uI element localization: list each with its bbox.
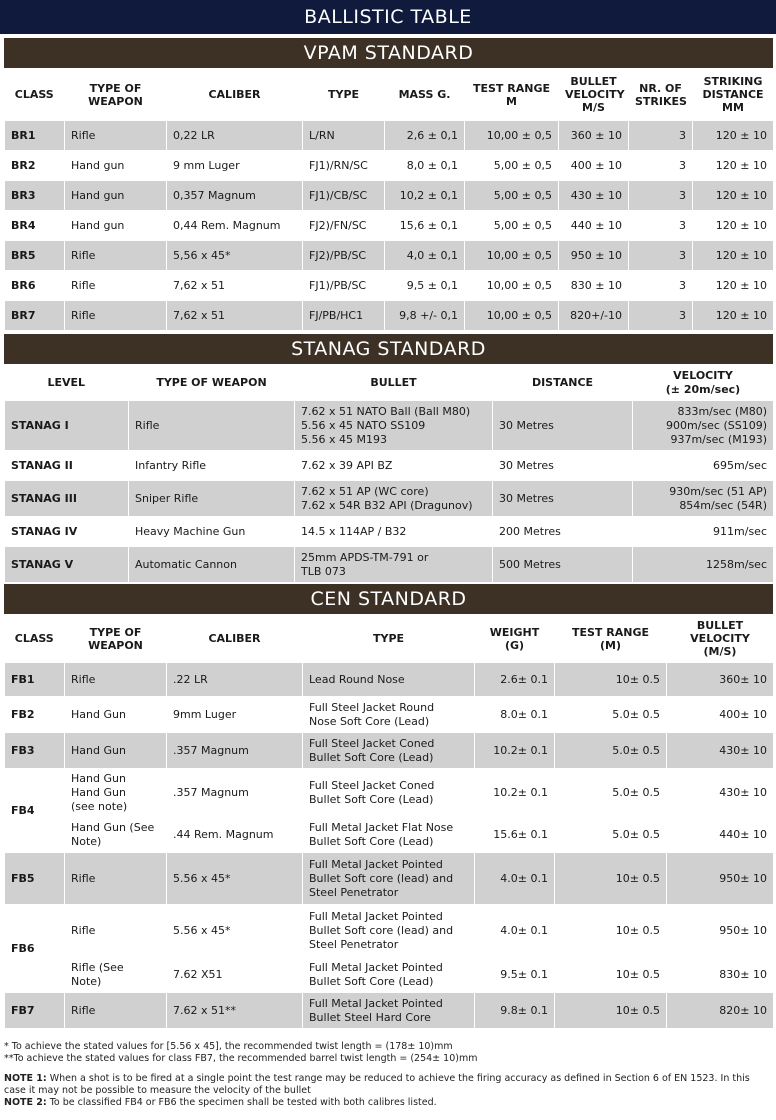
stanag-col-weapon: TYPE OF WEAPON <box>129 365 295 401</box>
stanag-cell-weapon: Heavy Machine Gun <box>129 517 295 547</box>
cen-row <box>5 663 774 697</box>
stanag-bullet-line: 7.62 x 51 NATO Ball (Ball M80) <box>301 404 471 418</box>
vpam-cell-type: FJ/PB/HC1 <box>303 301 385 331</box>
cen-type-line: Bullet Steel Hard Core <box>309 1010 431 1024</box>
vpam-cell-type: FJ1)/CB/SC <box>303 181 385 211</box>
cen-cell-weapon <box>65 697 167 733</box>
vpam-col-range: TEST RANGE M <box>465 69 559 121</box>
cen-row <box>5 769 774 817</box>
stanag-col-level: LEVEL <box>5 365 129 401</box>
vpam-col-caliber: CALIBER <box>167 69 303 121</box>
cen-cell-weight: 9.5± 0.1 <box>475 957 555 993</box>
cen-cell-weapon <box>65 663 167 697</box>
vpam-cell-velocity: 400 ± 10 <box>559 151 629 181</box>
vpam-cell-class: BR6 <box>5 271 65 301</box>
cen-row <box>5 957 774 993</box>
cen-cell-type <box>303 769 475 817</box>
vpam-cell-distance: 120 ± 10 <box>693 151 774 181</box>
stanag-col-velocity <box>633 365 774 401</box>
cen-type-line: Full Metal Jacket Pointed <box>309 996 443 1010</box>
cen-cell-caliber: .357 Magnum <box>167 769 303 817</box>
vpam-cell-strikes: 3 <box>629 271 693 301</box>
cen-cell-velocity: 440± 10 <box>667 817 774 853</box>
vpam-cell-caliber: 7,62 x 51 <box>167 271 303 301</box>
note-2 <box>4 1097 773 1109</box>
cen-cell-weight: 9.8± 0.1 <box>475 993 555 1029</box>
cen-row <box>5 817 774 853</box>
vpam-rows <box>5 121 774 331</box>
vpam-cell-range: 10,00 ± 0,5 <box>465 271 559 301</box>
cen-weapon-line: Rifle <box>71 923 96 937</box>
vpam-cell-weapon: Rifle <box>65 121 167 151</box>
vpam-cell-caliber: 0,44 Rem. Magnum <box>167 211 303 241</box>
cen-cell-weight: 10.2± 0.1 <box>475 769 555 817</box>
cen-cell-range: 10± 0.5 <box>555 993 667 1029</box>
cen-cell-type <box>303 905 475 957</box>
stanag-row <box>5 401 774 451</box>
cen-type-line: Bullet Soft Core (Lead) <box>309 974 434 988</box>
vpam-cell-range: 5,00 ± 0,5 <box>465 181 559 211</box>
vpam-cell-class: BR2 <box>5 151 65 181</box>
cen-type-line: Bullet Soft Core (Lead) <box>309 834 434 848</box>
cen-cell-class: FB1 <box>5 663 65 697</box>
cen-cell-class: FB6 <box>5 905 65 993</box>
stanag-cell-bullet <box>295 547 493 583</box>
vpam-col-weapon: TYPE OF WEAPON <box>65 69 167 121</box>
vpam-cell-distance: 120 ± 10 <box>693 181 774 211</box>
cen-type-line: Steel Penetrator <box>309 885 399 899</box>
cen-weapon-line: Rifle <box>71 871 96 885</box>
cen-row <box>5 853 774 905</box>
stanag-cell-level: STANAG I <box>5 401 129 451</box>
stanag-bullet-line: 7.62 x 54R B32 API (Dragunov) <box>301 498 473 512</box>
stanag-cell-level: STANAG II <box>5 451 129 481</box>
cen-cell-type <box>303 697 475 733</box>
stanag-velocity-line: 930m/sec (51 AP) <box>669 484 767 498</box>
cen-cell-caliber: .44 Rem. Magnum <box>167 817 303 853</box>
vpam-cell-type: FJ1)/PB/SC <box>303 271 385 301</box>
cen-cell-caliber: 9mm Luger <box>167 697 303 733</box>
cen-col-velocity: BULLET VELOCITY (M/S) <box>667 615 774 663</box>
vpam-cell-distance: 120 ± 10 <box>693 211 774 241</box>
stanag-table <box>4 364 774 583</box>
cen-type-line: Lead Round Nose <box>309 672 405 686</box>
footnote-twist-fb7: **To achieve the stated values for class FB7, the recommended barrel twist length = (254± 10)mm <box>4 1053 478 1064</box>
stanag-heading: STANAG STANDARD <box>4 334 773 364</box>
cen-cell-range: 5.0± 0.5 <box>555 697 667 733</box>
cen-type-line: Bullet Soft core (lead) and <box>309 871 454 885</box>
stanag-velocity-line: 833m/sec (M80) <box>677 404 767 418</box>
cen-heading: CEN STANDARD <box>4 584 773 614</box>
stanag-velocity-line: 911m/sec <box>713 524 767 538</box>
stanag-cell-distance: 30 Metres <box>493 481 633 517</box>
vpam-row <box>5 271 774 301</box>
vpam-cell-caliber: 7,62 x 51 <box>167 301 303 331</box>
stanag-cell-level: STANAG IV <box>5 517 129 547</box>
stanag-cell-weapon: Infantry Rifle <box>129 451 295 481</box>
note-1-text: When a shot is to be fired at a single point the test range may be reduced to achieve the firing accuracy as defined in Section 6 of EN 1523. In this case it may not be possible to measure the velocity of the bullet <box>4 1073 750 1096</box>
cen-cell-class: FB7 <box>5 993 65 1029</box>
cen-type-line: Steel Penetrator <box>309 937 399 951</box>
cen-col-weapon: TYPE OF WEAPON <box>65 615 167 663</box>
stanag-velocity-line: 1258m/sec <box>706 557 767 571</box>
page-title: BALLISTIC TABLE <box>0 0 776 34</box>
cen-cell-weapon <box>65 733 167 769</box>
cen-type-line: Full Metal Jacket Pointed <box>309 909 443 923</box>
vpam-cell-strikes: 3 <box>629 211 693 241</box>
cen-cell-type <box>303 817 475 853</box>
vpam-row <box>5 181 774 211</box>
vpam-cell-range: 5,00 ± 0,5 <box>465 151 559 181</box>
vpam-cell-mass: 8,0 ± 0,1 <box>385 151 465 181</box>
cen-rows <box>5 663 774 1029</box>
cen-weapon-line: Rifle <box>71 1003 96 1017</box>
cen-cell-range: 5.0± 0.5 <box>555 817 667 853</box>
cen-weapon-line: Note) <box>71 834 102 848</box>
stanag-bullet-line: 7.62 x 39 API BZ <box>301 458 393 472</box>
footnote-twist-556: * To achieve the stated values for [5.56 x 45], the recommended twist length = (178± 10)mm <box>4 1041 453 1052</box>
cen-cell-caliber: .357 Magnum <box>167 733 303 769</box>
vpam-cell-mass: 4,0 ± 0,1 <box>385 241 465 271</box>
vpam-cell-distance: 120 ± 10 <box>693 301 774 331</box>
cen-cell-weapon <box>65 853 167 905</box>
cen-cell-caliber: 5.56 x 45* <box>167 853 303 905</box>
cen-table <box>4 614 774 1029</box>
cen-row <box>5 733 774 769</box>
vpam-cell-range: 10,00 ± 0,5 <box>465 121 559 151</box>
cen-cell-velocity: 400± 10 <box>667 697 774 733</box>
stanag-row <box>5 517 774 547</box>
stanag-cell-velocity <box>633 517 774 547</box>
vpam-row <box>5 301 774 331</box>
vpam-col-strikes: NR. OF STRIKES <box>629 69 693 121</box>
vpam-cell-caliber: 9 mm Luger <box>167 151 303 181</box>
cen-weapon-line: Rifle <box>71 672 96 686</box>
cen-cell-range: 5.0± 0.5 <box>555 769 667 817</box>
vpam-cell-class: BR7 <box>5 301 65 331</box>
vpam-col-distance: STRIKING DISTANCE MM <box>693 69 774 121</box>
cen-type-line: Full Steel Jacket Coned <box>309 736 435 750</box>
stanag-cell-level: STANAG III <box>5 481 129 517</box>
cen-cell-class: FB2 <box>5 697 65 733</box>
vpam-cell-caliber: 0,357 Magnum <box>167 181 303 211</box>
cen-cell-range: 10± 0.5 <box>555 853 667 905</box>
vpam-cell-velocity: 830 ± 10 <box>559 271 629 301</box>
cen-cell-velocity: 820± 10 <box>667 993 774 1029</box>
cen-type-line: Full Metal Jacket Pointed <box>309 857 443 871</box>
vpam-row <box>5 121 774 151</box>
vpam-col-velocity: BULLET VELOCITY M/S <box>559 69 629 121</box>
cen-row <box>5 993 774 1029</box>
stanag-cell-velocity <box>633 547 774 583</box>
cen-col-class: CLASS <box>5 615 65 663</box>
vpam-cell-class: BR5 <box>5 241 65 271</box>
vpam-cell-weapon: Rifle <box>65 271 167 301</box>
cen-cell-velocity: 430± 10 <box>667 733 774 769</box>
vpam-cell-strikes: 3 <box>629 241 693 271</box>
vpam-cell-mass: 9,5 ± 0,1 <box>385 271 465 301</box>
cen-cell-type <box>303 993 475 1029</box>
cen-type-line: Bullet Soft Core (Lead) <box>309 792 434 806</box>
note-1 <box>4 1073 773 1097</box>
stanag-cell-distance: 30 Metres <box>493 401 633 451</box>
vpam-col-mass: MASS G. <box>385 69 465 121</box>
vpam-cell-caliber: 5,56 x 45* <box>167 241 303 271</box>
stanag-velocity-line: 695m/sec <box>713 458 767 472</box>
cen-type-line: Full Steel Jacket Coned <box>309 778 435 792</box>
stanag-bullet-line: 7.62 x 51 AP (WC core) <box>301 484 429 498</box>
cen-cell-caliber: 5.56 x 45* <box>167 905 303 957</box>
vpam-cell-weapon: Hand gun <box>65 151 167 181</box>
cen-cell-weight: 2.6± 0.1 <box>475 663 555 697</box>
stanag-velocity-line: 854m/sec (54R) <box>679 498 767 512</box>
vpam-cell-weapon: Rifle <box>65 241 167 271</box>
vpam-cell-type: L/RN <box>303 121 385 151</box>
cen-cell-caliber: 7.62 x 51** <box>167 993 303 1029</box>
stanag-cell-bullet <box>295 481 493 517</box>
cen-cell-caliber: .22 LR <box>167 663 303 697</box>
cen-cell-velocity: 430± 10 <box>667 769 774 817</box>
vpam-cell-class: BR3 <box>5 181 65 211</box>
cen-weapon-line: (see note) <box>71 799 128 813</box>
vpam-cell-weapon: Hand gun <box>65 181 167 211</box>
vpam-cell-distance: 120 ± 10 <box>693 121 774 151</box>
cen-cell-type <box>303 957 475 993</box>
vpam-cell-weapon: Rifle <box>65 301 167 331</box>
stanag-cell-bullet <box>295 451 493 481</box>
cen-cell-range: 10± 0.5 <box>555 957 667 993</box>
vpam-cell-velocity: 820+/-10 <box>559 301 629 331</box>
cen-cell-weapon <box>65 957 167 993</box>
vpam-cell-velocity: 950 ± 10 <box>559 241 629 271</box>
vpam-table <box>4 68 774 331</box>
stanag-velocity-tolerance: (± 20m/sec) <box>665 382 741 396</box>
vpam-col-class: CLASS <box>5 69 65 121</box>
cen-weapon-line: Hand Gun <box>71 707 126 721</box>
cen-weapon-line: Hand Gun <box>71 743 126 757</box>
vpam-col-type: TYPE <box>303 69 385 121</box>
stanag-cell-weapon: Rifle <box>129 401 295 451</box>
stanag-col-bullet: BULLET <box>295 365 493 401</box>
cen-row <box>5 697 774 733</box>
vpam-cell-type: FJ2)/PB/SC <box>303 241 385 271</box>
note-2-text: To be classified FB4 or FB6 the specimen shall be tested with both calibres listed. <box>46 1097 437 1108</box>
stanag-cell-velocity <box>633 481 774 517</box>
stanag-cell-weapon: Sniper Rifle <box>129 481 295 517</box>
cen-cell-weight: 8.0± 0.1 <box>475 697 555 733</box>
cen-type-line: Full Steel Jacket Round <box>309 700 435 714</box>
cen-cell-class: FB3 <box>5 733 65 769</box>
vpam-cell-strikes: 3 <box>629 151 693 181</box>
stanag-cell-level: STANAG V <box>5 547 129 583</box>
cen-cell-class: FB5 <box>5 853 65 905</box>
vpam-cell-mass: 9,8 +/- 0,1 <box>385 301 465 331</box>
vpam-cell-distance: 120 ± 10 <box>693 271 774 301</box>
cen-cell-class: FB4 <box>5 769 65 853</box>
cen-cell-weight: 4.0± 0.1 <box>475 905 555 957</box>
vpam-cell-strikes: 3 <box>629 181 693 211</box>
cen-cell-range: 10± 0.5 <box>555 905 667 957</box>
vpam-cell-type: FJ1)/RN/SC <box>303 151 385 181</box>
cen-col-range: TEST RANGE (M) <box>555 615 667 663</box>
note-2-label: NOTE 2: <box>4 1097 47 1108</box>
stanag-row <box>5 481 774 517</box>
cen-cell-velocity: 950± 10 <box>667 905 774 957</box>
cen-cell-weapon <box>65 905 167 957</box>
cen-col-caliber: CALIBER <box>167 615 303 663</box>
vpam-row <box>5 211 774 241</box>
cen-type-line: Nose Soft Core (Lead) <box>309 714 430 728</box>
cen-cell-range: 5.0± 0.5 <box>555 733 667 769</box>
stanag-cell-velocity <box>633 451 774 481</box>
vpam-cell-velocity: 360 ± 10 <box>559 121 629 151</box>
vpam-cell-strikes: 3 <box>629 121 693 151</box>
cen-weapon-line: Rifle (See <box>71 960 124 974</box>
stanag-bullet-line: 5.56 x 45 NATO SS109 <box>301 418 426 432</box>
stanag-velocity-line: 937m/sec (M193) <box>670 432 767 446</box>
vpam-row <box>5 241 774 271</box>
cen-weapon-line: Note) <box>71 974 102 988</box>
vpam-cell-mass: 10,2 ± 0,1 <box>385 181 465 211</box>
stanag-velocity-line: 900m/sec (SS109) <box>665 418 767 432</box>
cen-cell-weight: 10.2± 0.1 <box>475 733 555 769</box>
cen-cell-caliber: 7.62 X51 <box>167 957 303 993</box>
stanag-cell-distance: 200 Metres <box>493 517 633 547</box>
cen-row <box>5 905 774 957</box>
cen-cell-weapon <box>65 817 167 853</box>
cen-cell-range: 10± 0.5 <box>555 663 667 697</box>
cen-cell-type <box>303 663 475 697</box>
cen-weapon-line: Hand Gun <box>71 771 126 785</box>
vpam-cell-mass: 2,6 ± 0,1 <box>385 121 465 151</box>
cen-type-line: Bullet Soft Core (Lead) <box>309 750 434 764</box>
vpam-cell-mass: 15,6 ± 0,1 <box>385 211 465 241</box>
vpam-cell-range: 5,00 ± 0,5 <box>465 211 559 241</box>
cen-cell-velocity: 360± 10 <box>667 663 774 697</box>
vpam-cell-type: FJ2)/FN/SC <box>303 211 385 241</box>
stanag-cell-bullet <box>295 517 493 547</box>
stanag-cell-distance: 500 Metres <box>493 547 633 583</box>
vpam-cell-distance: 120 ± 10 <box>693 241 774 271</box>
cen-col-weight: WEIGHT (G) <box>475 615 555 663</box>
stanag-rows <box>5 401 774 583</box>
cen-cell-weapon <box>65 993 167 1029</box>
cen-cell-weight: 4.0± 0.1 <box>475 853 555 905</box>
vpam-cell-weapon: Hand gun <box>65 211 167 241</box>
cen-cell-type <box>303 853 475 905</box>
stanag-bullet-line: 25mm APDS-TM-791 or <box>301 550 429 564</box>
stanag-bullet-line: 5.56 x 45 M193 <box>301 432 387 446</box>
cen-cell-type <box>303 733 475 769</box>
cen-weapon-line: Hand Gun <box>71 785 126 799</box>
stanag-row <box>5 547 774 583</box>
vpam-cell-caliber: 0,22 LR <box>167 121 303 151</box>
stanag-bullet-line: 14.5 x 114AP / B32 <box>301 524 407 538</box>
cen-type-line: Full Metal Jacket Flat Nose <box>309 820 454 834</box>
note-1-label: NOTE 1: <box>4 1073 47 1084</box>
vpam-row <box>5 151 774 181</box>
vpam-cell-velocity: 430 ± 10 <box>559 181 629 211</box>
vpam-cell-range: 10,00 ± 0,5 <box>465 301 559 331</box>
vpam-cell-class: BR1 <box>5 121 65 151</box>
stanag-cell-velocity <box>633 401 774 451</box>
cen-type-line: Bullet Soft core (lead) and <box>309 923 454 937</box>
cen-cell-weight: 15.6± 0.1 <box>475 817 555 853</box>
stanag-velocity-label: VELOCITY <box>673 368 733 382</box>
vpam-heading: VPAM STANDARD <box>4 38 773 68</box>
stanag-cell-bullet <box>295 401 493 451</box>
vpam-cell-class: BR4 <box>5 211 65 241</box>
stanag-col-distance: DISTANCE <box>493 365 633 401</box>
cen-col-type: TYPE <box>303 615 475 663</box>
stanag-row <box>5 451 774 481</box>
cen-type-line: Full Metal Jacket Pointed <box>309 960 443 974</box>
cen-cell-weapon <box>65 769 167 817</box>
footnotes <box>4 1041 773 1109</box>
cen-cell-velocity: 830± 10 <box>667 957 774 993</box>
vpam-cell-strikes: 3 <box>629 301 693 331</box>
stanag-cell-weapon: Automatic Cannon <box>129 547 295 583</box>
stanag-bullet-line: TLB 073 <box>301 564 346 578</box>
cen-weapon-line: Hand Gun (See <box>71 820 155 834</box>
stanag-cell-distance: 30 Metres <box>493 451 633 481</box>
vpam-cell-velocity: 440 ± 10 <box>559 211 629 241</box>
vpam-cell-range: 10,00 ± 0,5 <box>465 241 559 271</box>
cen-cell-velocity: 950± 10 <box>667 853 774 905</box>
